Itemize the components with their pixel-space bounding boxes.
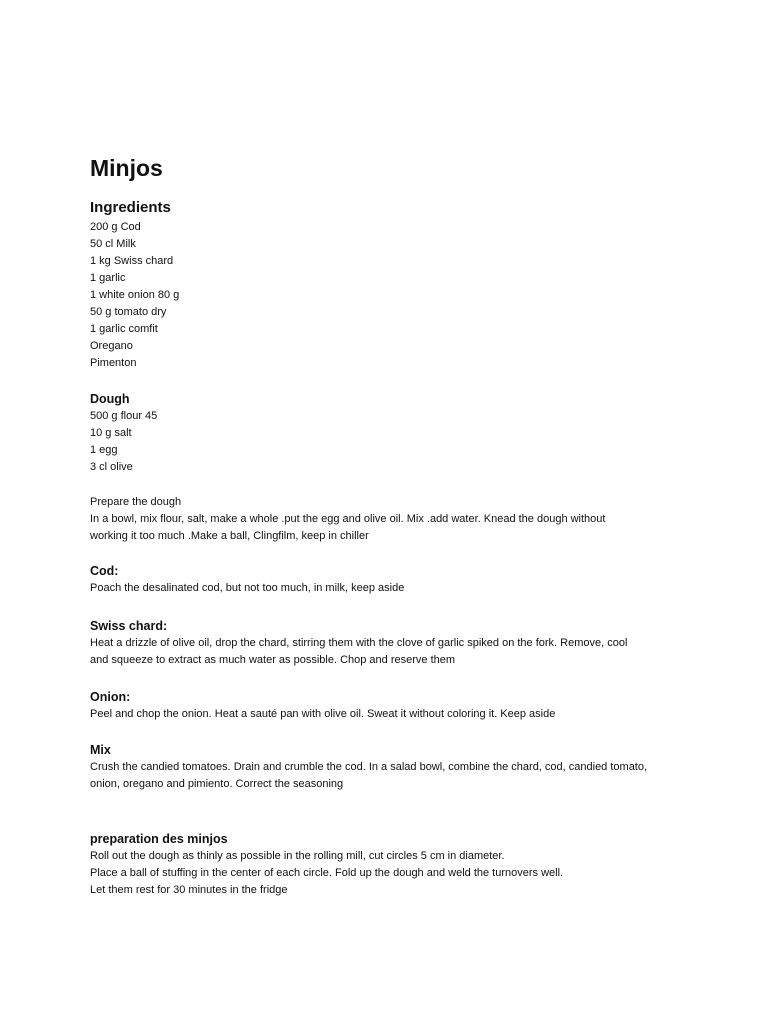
preparation-heading: preparation des minjos xyxy=(90,832,228,846)
paragraph-line: Crush the candied tomatoes. Drain and crumble the cod. In a salad bowl, combine the chard, cod, candied tomato, xyxy=(90,761,648,773)
onion-section xyxy=(90,689,555,723)
list-item: 1 kg Swiss chard xyxy=(90,255,174,267)
dough-list xyxy=(90,408,157,476)
paragraph-line: Peel and chop the onion. Heat a sauté pan with olive oil. Sweat it without coloring it. Keep aside xyxy=(90,708,556,720)
list-item: Pimenton xyxy=(90,357,137,369)
list-item: 1 egg xyxy=(90,444,118,456)
paragraph-line: working it too much .Make a ball, Clingfilm, keep in chiller xyxy=(90,530,369,542)
list-item: 50 g tomato dry xyxy=(90,306,167,318)
cod-section xyxy=(90,563,404,597)
list-item: 200 g Cod xyxy=(90,221,141,233)
prepare-dough-label: Prepare the dough xyxy=(90,496,182,508)
list-item: 1 garlic xyxy=(90,272,126,284)
paragraph-line: Roll out the dough as thinly as possible in the rolling mill, cut circles 5 cm in diameter. xyxy=(90,850,505,862)
ingredients-section xyxy=(90,219,179,372)
mix-heading: Mix xyxy=(90,743,111,757)
paragraph-line: and squeeze to extract as much water as possible. Chop and reserve them xyxy=(90,654,456,666)
cod-heading: Cod: xyxy=(90,564,119,578)
onion-heading: Onion: xyxy=(90,690,131,704)
paragraph-line: Poach the desalinated cod, but not too much, in milk, keep aside xyxy=(90,582,405,594)
mix-section xyxy=(90,742,647,793)
ingredients-list xyxy=(90,219,179,372)
list-item: 1 garlic comfit xyxy=(90,323,158,335)
dough-section xyxy=(90,391,157,476)
list-item: 50 cl Milk xyxy=(90,238,136,250)
list-item: 500 g flour 45 xyxy=(90,410,158,422)
list-item: 1 white onion 80 g xyxy=(90,289,180,301)
paragraph-line: In a bowl, mix flour, salt, make a whole .put the egg and olive oil. Mix .add water. Knead the dough without xyxy=(90,513,606,525)
paragraph-line: Let them rest for 30 minutes in the fridge xyxy=(90,884,288,896)
page-title: Minjos xyxy=(90,155,163,181)
list-item: 3 cl olive xyxy=(90,461,133,473)
swiss-chard-section xyxy=(90,618,627,669)
prepare-dough-section xyxy=(90,494,605,545)
paragraph-line: Heat a drizzle of olive oil, drop the chard, stirring them with the clove of garlic spiked on the fork. Remove, cool xyxy=(90,637,628,649)
paragraph-line: onion, oregano and pimiento. Correct the seasoning xyxy=(90,778,344,790)
list-item: Oregano xyxy=(90,340,133,352)
paragraph-line: Place a ball of stuffing in the center of each circle. Fold up the dough and weld the turnovers well. xyxy=(90,867,564,879)
swiss-chard-heading: Swiss chard: xyxy=(90,619,168,633)
list-item: 10 g salt xyxy=(90,427,132,439)
preparation-section xyxy=(90,831,563,899)
dough-heading: Dough xyxy=(90,392,130,406)
ingredients-heading: Ingredients xyxy=(90,199,171,216)
